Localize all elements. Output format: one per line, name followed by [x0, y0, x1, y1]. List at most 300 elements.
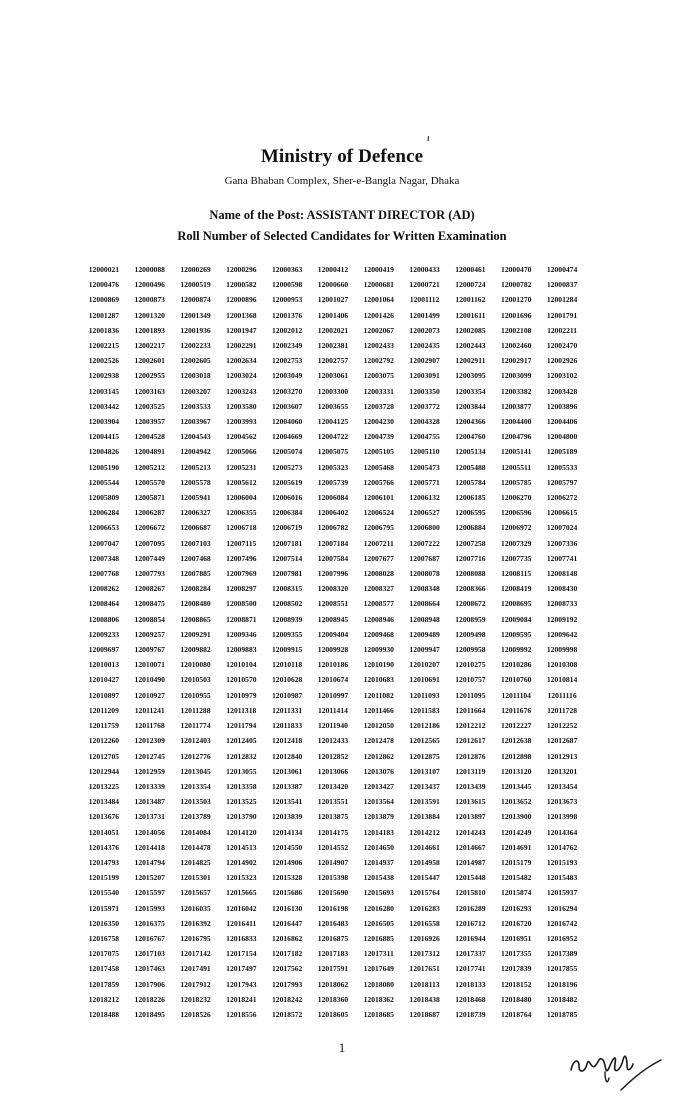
roll-number-cell: 12007184 — [317, 538, 349, 548]
roll-number-cell: 12000874 — [180, 295, 211, 305]
roll-row — [81, 308, 585, 323]
roll-number-cell: 12014937 — [363, 857, 394, 867]
roll-number-cell: 12001112 — [409, 295, 440, 305]
roll-number-cell: 12015937 — [546, 888, 578, 898]
roll-number-cell: 12006596 — [501, 508, 532, 518]
roll-number-cell: 12011940 — [317, 721, 348, 731]
roll-number-cell: 12010897 — [88, 690, 120, 700]
roll-row — [81, 262, 585, 277]
roll-number-cell: 12013120 — [501, 766, 532, 776]
roll-number-cell: 12008464 — [88, 599, 120, 609]
roll-number-cell: 12007211 — [363, 538, 394, 548]
roll-number-cell: 12000419 — [363, 265, 394, 274]
roll-number-cell: 12007969 — [226, 569, 257, 579]
roll-number-cell: 12003382 — [501, 386, 532, 396]
roll-number-cell: 12002108 — [501, 325, 532, 335]
roll-number-cell: 12005105 — [363, 447, 394, 457]
roll-number-cell: 12013437 — [409, 781, 440, 791]
roll-number-cell: 12018113 — [409, 979, 440, 989]
roll-number-cell: 12006719 — [271, 523, 303, 533]
roll-number-cell: 12000519 — [180, 280, 211, 290]
roll-number-cell: 12002021 — [317, 325, 349, 335]
roll-number-cell: 12001027 — [317, 295, 349, 305]
roll-number-cell: 12015328 — [271, 873, 303, 883]
roll-number-cell: 12002215 — [88, 341, 120, 351]
roll-number-cell: 12003844 — [455, 401, 486, 411]
roll-number-cell: 12009257 — [134, 629, 165, 639]
roll-number-cell: 12012433 — [317, 736, 349, 746]
roll-number-cell: 12016283 — [409, 903, 440, 913]
roll-number-cell: 12017458 — [88, 964, 120, 974]
roll-number-cell: 12001064 — [363, 295, 394, 305]
roll-number-cell: 12014418 — [134, 842, 165, 852]
roll-number-cell: 12016767 — [134, 933, 165, 943]
roll-number-cell: 12003967 — [180, 417, 211, 427]
roll-number-cell: 12002470 — [546, 341, 578, 351]
roll-number-cell: 12014376 — [88, 842, 120, 852]
roll-number-cell: 12010503 — [180, 675, 211, 685]
roll-number-cell: 12017859 — [88, 979, 120, 989]
roll-number-cell: 12005809 — [88, 493, 120, 503]
roll-number-cell: 12004739 — [363, 432, 394, 442]
roll-number-cell: 12006270 — [501, 493, 532, 503]
roll-number-cell: 12009930 — [363, 645, 394, 655]
roll-number-cell: 12014550 — [271, 842, 303, 852]
roll-row — [81, 642, 585, 657]
roll-number-cell: 12010490 — [134, 675, 165, 685]
roll-number-cell: 12011104 — [501, 690, 531, 700]
roll-number-cell: 12013201 — [546, 766, 578, 776]
roll-number-cell: 12015597 — [134, 888, 165, 898]
roll-number-cell: 12012478 — [363, 736, 394, 746]
roll-number-cell: 12013790 — [226, 812, 257, 822]
roll-number-cell: 12008088 — [455, 569, 486, 579]
roll-number-cell: 12013066 — [317, 766, 349, 776]
roll-number-cell: 12016944 — [455, 933, 486, 943]
roll-number-cell: 12004826 — [88, 447, 120, 457]
roll-number-cell: 12003993 — [226, 417, 257, 427]
roll-number-cell: 12005797 — [546, 477, 578, 487]
roll-number-cell: 12007449 — [134, 553, 165, 563]
roll-number-cell: 12003354 — [455, 386, 486, 396]
roll-number-cell: 12003095 — [455, 371, 486, 381]
roll-number-cell: 12007258 — [455, 538, 486, 548]
roll-number-cell: 12003075 — [363, 371, 394, 381]
roll-number-cell: 12013676 — [88, 812, 120, 822]
roll-number-cell: 12004942 — [180, 447, 211, 457]
roll-number-cell: 12009915 — [271, 645, 303, 655]
roll-number-cell: 12008551 — [317, 599, 349, 609]
roll-number-cell: 12018605 — [317, 1009, 349, 1019]
roll-number-cell: 12012405 — [226, 736, 257, 746]
roll-number-cell: 12008664 — [409, 599, 440, 609]
roll-number-cell: 12008320 — [317, 584, 349, 594]
roll-number-cell: 12013525 — [226, 797, 257, 807]
roll-number-cell: 12017355 — [501, 949, 532, 959]
roll-number-cell: 12006101 — [363, 493, 394, 503]
roll-number-cell: 12011768 — [134, 721, 165, 731]
roll-number-cell: 12007348 — [88, 553, 120, 563]
roll-number-cell: 12008480 — [180, 599, 211, 609]
roll-number-cell: 12002460 — [501, 341, 532, 351]
roll-number-cell: 12001376 — [271, 310, 303, 320]
roll-number-cell: 12002911 — [455, 356, 486, 366]
roll-number-cell: 12011209 — [88, 705, 119, 715]
roll-number-cell: 12005323 — [317, 462, 349, 472]
roll-number-cell: 12015540 — [88, 888, 120, 898]
page-number: 1 — [338, 1040, 346, 1055]
roll-number-cell: 12008297 — [226, 584, 257, 594]
roll-number-cell: 12007677 — [363, 553, 394, 563]
roll-number-cell: 12013420 — [317, 781, 349, 791]
roll-number-cell: 12007468 — [180, 553, 211, 563]
roll-number-cell: 12008871 — [226, 614, 257, 624]
roll-number-cell: 12002433 — [363, 341, 394, 351]
roll-number-cell: 12008577 — [363, 599, 394, 609]
roll-number-cell: 12017855 — [546, 964, 578, 974]
roll-number-cell: 12008695 — [501, 599, 532, 609]
roll-number-cell: 12013107 — [409, 766, 440, 776]
roll-number-cell: 12008327 — [363, 584, 394, 594]
roll-row — [81, 551, 585, 566]
roll-number-cell: 12015438 — [363, 873, 394, 883]
roll-number-cell: 12018226 — [134, 994, 165, 1004]
roll-number-cell: 12013591 — [409, 797, 440, 807]
roll-number-cell: 12004125 — [317, 417, 349, 427]
roll-number-cell: 12011318 — [226, 705, 257, 715]
roll-number-cell: 12013484 — [88, 797, 120, 807]
roll-number-cell: 12013387 — [271, 781, 303, 791]
roll-number-cell: 12014667 — [455, 842, 486, 852]
roll-number-cell: 12006016 — [271, 493, 303, 503]
roll-number-cell: 12007047 — [88, 538, 120, 548]
roll-number-cell: 12018480 — [501, 994, 532, 1004]
roll-number-cell: 12003877 — [501, 401, 532, 411]
roll-number-cell: 12002753 — [271, 356, 303, 366]
roll-number-cell: 12001936 — [180, 325, 211, 335]
roll-row — [81, 1007, 585, 1022]
roll-number-cell: 12017591 — [317, 964, 349, 974]
roll-number-cell: 12013503 — [180, 797, 211, 807]
roll-row — [81, 490, 585, 505]
roll-number-cell: 12017906 — [134, 979, 165, 989]
roll-number-cell: 12005074 — [271, 447, 303, 457]
roll-row — [81, 505, 585, 520]
roll-number-cell: 12011833 — [272, 721, 303, 731]
roll-number-cell: 12001791 — [546, 310, 578, 320]
roll-number-cell: 12016350 — [88, 918, 120, 928]
roll-number-cell: 12011082 — [363, 690, 394, 700]
roll-number-cell: 12014175 — [317, 827, 349, 837]
roll-number-cell: 12002012 — [271, 325, 303, 335]
roll-number-cell: 12016130 — [271, 903, 303, 913]
roll-number-cell: 12000721 — [409, 280, 440, 290]
roll-number-cell: 12015179 — [501, 857, 532, 867]
roll-number-cell: 12006287 — [134, 508, 165, 518]
roll-number-cell: 12000598 — [271, 280, 303, 290]
roll-number-cell: 12002938 — [88, 371, 120, 381]
roll-number-cell: 12005941 — [180, 493, 211, 503]
roll-number-cell: 12004796 — [501, 432, 532, 442]
roll-number-cell: 12017649 — [363, 964, 394, 974]
roll-number-cell: 12001696 — [501, 310, 532, 320]
roll-number-cell: 12001947 — [226, 325, 257, 335]
roll-row — [81, 718, 585, 733]
roll-number-cell: 12006185 — [455, 493, 486, 503]
roll-number-cell: 12007336 — [546, 538, 578, 548]
roll-number-cell: 12006687 — [180, 523, 211, 533]
roll-number-cell: 12010190 — [363, 660, 394, 670]
roll-number-cell: 12007584 — [317, 553, 349, 563]
roll-row — [81, 292, 585, 307]
roll-number-cell: 12014793 — [88, 857, 120, 867]
roll-number-cell: 12018495 — [134, 1009, 165, 1019]
roll-number-cell: 12001406 — [317, 310, 349, 320]
roll-number-cell: 12008939 — [271, 614, 303, 624]
roll-number-cell: 12001426 — [363, 310, 394, 320]
roll-number-cell: 12000412 — [317, 265, 349, 274]
roll-number-cell: 12011331 — [272, 705, 303, 715]
roll-number-cell: 12002073 — [409, 325, 440, 335]
roll-number-cell: 12009595 — [501, 629, 532, 639]
roll-number-cell: 12018062 — [317, 979, 349, 989]
roll-number-cell: 12014794 — [134, 857, 165, 867]
roll-row — [81, 536, 585, 551]
roll-number-cell: 12016833 — [226, 933, 257, 943]
roll-row — [81, 840, 585, 855]
roll-number-cell: 12002955 — [134, 371, 165, 381]
roll-number-cell: 12015448 — [455, 873, 486, 883]
roll-number-cell: 12011583 — [409, 705, 440, 715]
roll-number-cell: 12014056 — [134, 827, 165, 837]
roll-row — [81, 733, 585, 748]
roll-number-cell: 12005766 — [363, 477, 394, 487]
roll-number-cell: 12018241 — [226, 994, 257, 1004]
roll-number-cell: 12003331 — [363, 386, 394, 396]
roll-number-cell: 12018526 — [180, 1009, 211, 1019]
roll-number-cell: 12007768 — [88, 569, 120, 579]
roll-number-cell: 12003049 — [271, 371, 303, 381]
roll-number-cell: 12017741 — [455, 964, 486, 974]
roll-number-cell: 12014051 — [88, 827, 120, 837]
roll-number-cell: 12011676 — [501, 705, 532, 715]
roll-number-cell: 12013445 — [501, 781, 532, 791]
roll-number-cell: 12012944 — [88, 766, 120, 776]
roll-number-cell: 12012875 — [409, 751, 440, 761]
roll-number-cell: 12005739 — [317, 477, 349, 487]
roll-number-cell: 12010814 — [546, 675, 578, 685]
roll-number-cell: 12017337 — [455, 949, 486, 959]
roll-number-cell: 12006272 — [546, 493, 578, 503]
roll-number-cell: 12012898 — [501, 751, 532, 761]
roll-number-cell: 12018488 — [88, 1009, 120, 1019]
roll-number-cell: 12015693 — [363, 888, 394, 898]
roll-number-cell: 12010013 — [88, 660, 120, 670]
roll-number-cell: 12008946 — [363, 614, 394, 624]
roll-number-cell: 12005468 — [363, 462, 394, 472]
roll-number-cell: 12001368 — [226, 310, 257, 320]
roll-number-cell: 12006615 — [546, 508, 578, 518]
roll-number-cell: 12013061 — [271, 766, 303, 776]
roll-number-cell: 12006884 — [455, 523, 486, 533]
roll-number-cell: 12013839 — [271, 812, 303, 822]
roll-number-cell: 12012852 — [317, 751, 349, 761]
roll-number-cell: 12008284 — [180, 584, 211, 594]
roll-number-cell: 12014762 — [546, 842, 578, 852]
roll-number-cell: 12010760 — [501, 675, 532, 685]
roll-number-cell: 12017912 — [180, 979, 211, 989]
roll-number-cell: 12012252 — [546, 721, 578, 731]
roll-number-cell: 12000582 — [226, 280, 257, 290]
roll-number-cell: 12005488 — [455, 462, 486, 472]
roll-number-cell: 12002443 — [455, 341, 486, 351]
roll-number-cell: 12003904 — [88, 417, 120, 427]
roll-number-cell: 12011095 — [455, 690, 486, 700]
roll-number-cell: 12008078 — [409, 569, 440, 579]
roll-number-cell: 12000869 — [88, 295, 120, 305]
roll-number-cell: 12016505 — [363, 918, 394, 928]
roll-number-cell: 12016951 — [501, 933, 532, 943]
roll-number-cell: 12001836 — [88, 325, 120, 335]
roll-number-cell: 12000296 — [226, 265, 257, 274]
roll-number-cell: 12012260 — [88, 736, 120, 746]
roll-row — [81, 961, 585, 976]
roll-number-cell: 12018242 — [271, 994, 303, 1004]
roll-number-cell: 12002067 — [363, 325, 394, 335]
roll-number-cell: 12012745 — [134, 751, 165, 761]
roll-number-cell: 12018739 — [455, 1009, 486, 1019]
roll-number-cell: 12010207 — [409, 660, 440, 670]
roll-number-cell: 12016042 — [226, 903, 257, 913]
roll-number-cell: 12005066 — [226, 447, 257, 457]
roll-number-cell: 12013789 — [180, 812, 211, 822]
roll-number-cell: 12009882 — [180, 645, 211, 655]
roll-row — [81, 581, 585, 596]
roll-row — [81, 809, 585, 824]
roll-row — [81, 566, 585, 581]
small-tick-mark — [427, 136, 430, 142]
roll-number-cell: 12012227 — [501, 721, 532, 731]
roll-number-cell: 12007741 — [546, 553, 578, 563]
roll-number-cell: 12008262 — [88, 584, 120, 594]
roll-number-cell: 12004328 — [409, 417, 440, 427]
roll-number-cell: 12008115 — [501, 569, 532, 579]
roll-number-cell: 12003099 — [501, 371, 532, 381]
roll-number-cell: 12005231 — [226, 462, 257, 472]
roll-number-cell: 12009291 — [180, 629, 211, 639]
roll-number-cell: 12013427 — [363, 781, 394, 791]
roll-number-cell: 12015810 — [455, 888, 486, 898]
roll-row — [81, 460, 585, 475]
roll-number-cell: 12017497 — [226, 964, 257, 974]
roll-number-cell: 12002907 — [409, 356, 440, 366]
roll-number-cell: 12000269 — [180, 265, 211, 274]
roll-row — [81, 825, 585, 840]
roll-number-cell: 12007514 — [271, 553, 303, 563]
roll-number-cell: 12000363 — [271, 265, 303, 274]
roll-number-cell: 12005190 — [88, 462, 120, 472]
roll-number-cell: 12017491 — [180, 964, 211, 974]
roll-number-cell: 12006718 — [226, 523, 257, 533]
roll-number-cell: 12013879 — [363, 812, 394, 822]
roll-number-cell: 12007095 — [134, 538, 165, 548]
roll-row — [81, 672, 585, 687]
roll-number-cell: 12003896 — [546, 401, 578, 411]
roll-number-cell: 12014478 — [180, 842, 211, 852]
roll-number-cell: 12003270 — [271, 386, 303, 396]
roll-row — [81, 384, 585, 399]
roll-number-cell: 12015874 — [501, 888, 532, 898]
roll-number-cell: 12011794 — [226, 721, 257, 731]
roll-number-cell: 12008348 — [409, 584, 440, 594]
roll-number-cell: 12000088 — [134, 265, 165, 274]
roll-number-cell: 12012565 — [409, 736, 440, 746]
roll-number-cell: 12002349 — [271, 341, 303, 351]
roll-number-cell: 12016952 — [546, 933, 578, 943]
roll-number-cell: 12014212 — [409, 827, 440, 837]
roll-number-cell: 12000474 — [546, 265, 578, 274]
roll-number-cell: 12014650 — [363, 842, 394, 852]
roll-number-cell: 12013487 — [134, 797, 165, 807]
roll-number-cell: 12018133 — [455, 979, 486, 989]
roll-number-cell: 12010628 — [271, 675, 303, 685]
roll-number-cell: 12005785 — [501, 477, 532, 487]
roll-number-cell: 12018232 — [180, 994, 211, 1004]
roll-number-cell: 12004400 — [501, 417, 532, 427]
roll-number-cell: 12017103 — [134, 949, 165, 959]
roll-number-cell: 12015447 — [409, 873, 440, 883]
roll-number-cell: 12014513 — [226, 842, 257, 852]
roll-number-cell: 12003018 — [180, 371, 211, 381]
roll-number-cell: 12000433 — [409, 265, 440, 274]
roll-number-cell: 12016875 — [317, 933, 349, 943]
roll-number-cell: 12006355 — [226, 508, 257, 518]
roll-row — [81, 931, 585, 946]
roll-number-cell: 12002291 — [226, 341, 257, 351]
roll-number-cell: 12015993 — [134, 903, 165, 913]
roll-row — [81, 946, 585, 961]
roll-number-cell: 12017943 — [226, 979, 257, 989]
roll-number-cell: 12013354 — [180, 781, 211, 791]
roll-number-cell: 12001162 — [455, 295, 486, 305]
roll-number-cell: 12007115 — [226, 538, 257, 548]
roll-number-cell: 12017463 — [134, 964, 165, 974]
roll-number-cell: 12012913 — [546, 751, 578, 761]
roll-number-cell: 12015971 — [88, 903, 120, 913]
roll-number-cell: 12013339 — [134, 781, 165, 791]
roll-number-cell: 12013045 — [180, 766, 211, 776]
roll-number-cell: 12011759 — [88, 721, 119, 731]
roll-row — [81, 368, 585, 383]
list-subtitle: Roll Number of Selected Candidates for Written Examination — [177, 229, 507, 243]
roll-number-cell: 12004755 — [409, 432, 440, 442]
roll-number-cell: 12016795 — [180, 933, 211, 943]
roll-number-cell: 12009767 — [134, 645, 165, 655]
roll-number-cell: 12014243 — [455, 827, 486, 837]
roll-number-cell: 12018572 — [271, 1009, 303, 1019]
roll-number-cell: 12007885 — [180, 569, 211, 579]
roll-number-cell: 12016198 — [317, 903, 349, 913]
roll-number-cell: 12002792 — [363, 356, 394, 366]
roll-number-cell: 12013541 — [271, 797, 303, 807]
roll-number-cell: 12014249 — [501, 827, 532, 837]
roll-row — [81, 475, 585, 490]
roll-number-cell: 12000496 — [134, 280, 165, 290]
roll-row — [81, 414, 585, 429]
roll-number-cell: 12017182 — [271, 949, 303, 959]
roll-number-cell: 12007687 — [409, 553, 440, 563]
roll-number-cell: 12008028 — [363, 569, 394, 579]
